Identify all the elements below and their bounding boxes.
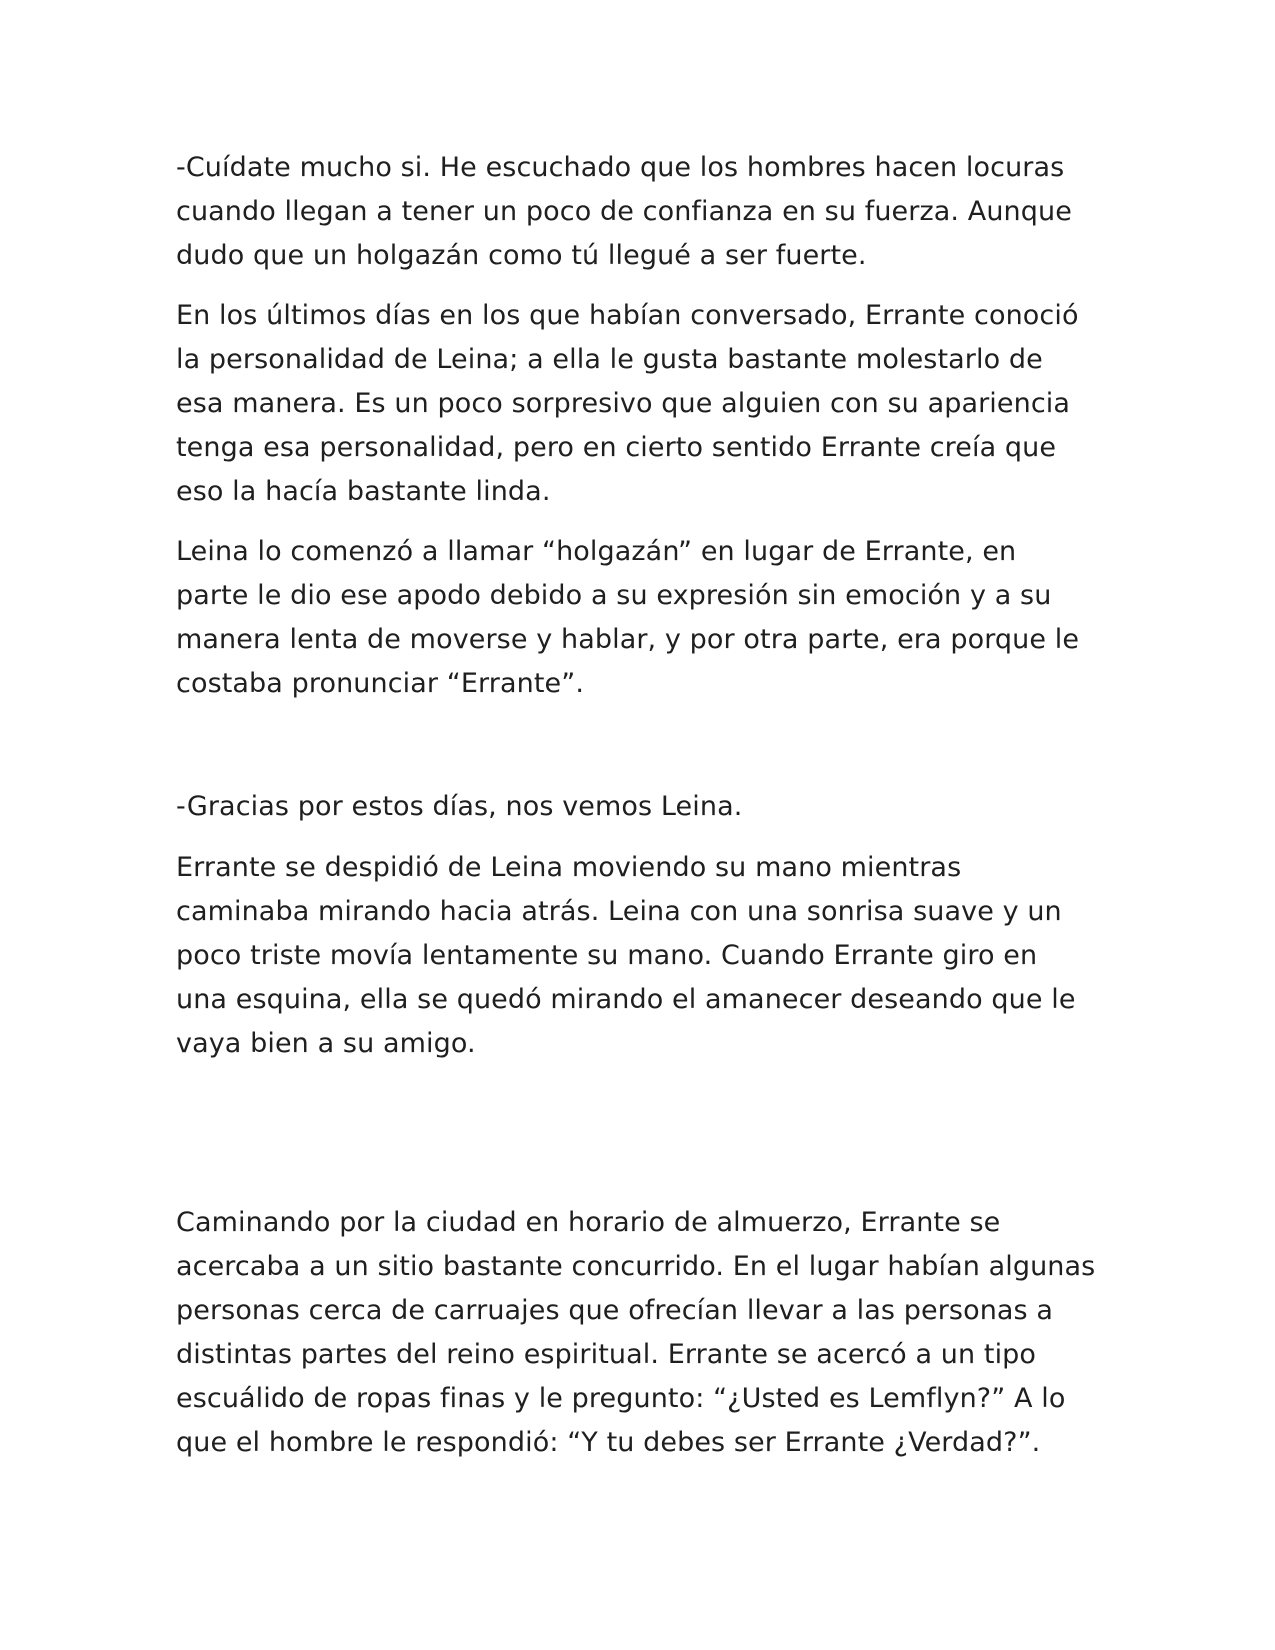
paragraph-2: En los últimos días en los que habían conversado, Errante conoció la personalidad de Leina; a ella le gusta bastante molestarlo de esa manera. Es un poco sorpresivo que alguien con su apariencia tenga esa personalidad, pero en cierto sentido Errante creía que eso la hacía bastante linda.	[176, 300, 1079, 507]
paragraph-4: -Gracias por estos días, nos vemos Leina.	[176, 791, 743, 822]
paragraph-3: Leina lo comenzó a llamar “holgazán” en lugar de Errante, en parte le dio ese apodo debido a su expresión sin emoción y a su manera lenta de moverse y hablar, y por otra parte, era porque le costaba pronunciar “Errante”.	[176, 536, 1080, 699]
paragraph-5: Errante se despidió de Leina moviendo su mano mientras caminaba mirando hacia atrás. Leina con una sonrisa suave y un poco triste movía lentamente su mano. Cuando Errante giro en una esquina, ella se quedó mirando el amanecer deseando que le vaya bien a su amigo.	[176, 852, 1076, 1059]
paragraph-6: Caminando por la ciudad en horario de almuerzo, Errante se acercaba a un sitio bastante concurrido. En el lugar habían algunas personas cerca de carruajes que ofrecían llevar a las personas a distintas partes del reino espiritual. Errante se acercó a un tipo escuálido de ropas finas y le pregunto: “¿Usted es Lemflyn?” A lo que el hombre le respondió: “Y tu debes ser Errante ¿Verdad?”.	[176, 1207, 1096, 1458]
paragraph-1: -Cuídate mucho si. He escuchado que los hombres hacen locuras cuando llegan a tener un poco de confianza en su fuerza. Aunque dudo que un holgazán como tú llegué a ser fuerte.	[176, 152, 1072, 271]
